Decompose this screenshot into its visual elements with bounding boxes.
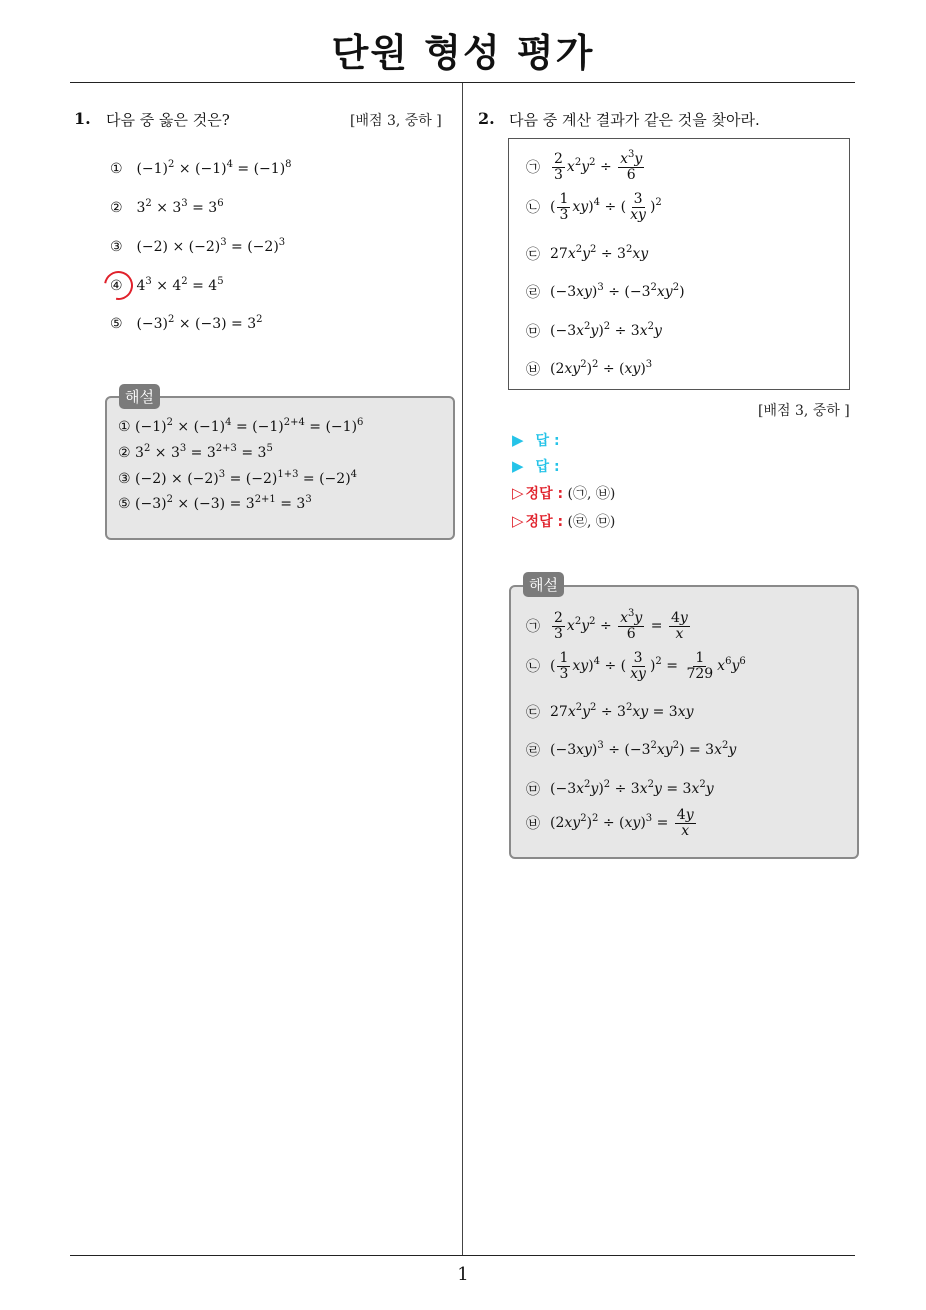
q2-item-5: ㉤ $(-3x^2y)^2 \div 3x^2y$ (526, 321, 662, 340)
q2-item-4: ㉣ $(-3xy)^3 \div (-3^2xy^2)$ (526, 282, 685, 301)
option-expression: $4^3 \times 4^2 = 4^5$ (136, 276, 224, 294)
solution-marker: ③ (118, 471, 131, 487)
q2-item-1: ㉠ $\frac{2}{3}$ $x^2y^2$ ÷ $\frac{x^3y}{6}$ (526, 149, 643, 183)
q2-number: 2. (478, 109, 495, 128)
option-expression: $(-2) \times (-2)^3 = (-2)^3$ (136, 237, 286, 255)
footer-rule (70, 1255, 855, 1256)
q1-text: 다음 중 옳은 것은? (106, 111, 230, 129)
correct-label: 정답 : (525, 514, 564, 530)
option-expression: $(-1)^2 \times (-1)^4 = (-1)^8$ (136, 159, 292, 177)
q2-correct-answer-1 (512, 483, 615, 503)
item-marker: ㉥ (526, 362, 540, 378)
selected-answer-circle-icon (98, 265, 138, 305)
q1-points: [배점 3, 중하 ] (350, 113, 442, 129)
q2-solution-line-6: ㉥ $(2xy^2)^2 \div (xy)^3$ = $\frac{4y}{x}$ (526, 807, 694, 839)
q1-solution-line-2: ② $3^2 \times 3^3 = 3^{2+3} = 3^5$ (118, 443, 273, 461)
outline-triangle-icon: ▷ (512, 484, 524, 502)
play-triangle-icon: ▶ (512, 457, 524, 475)
q2-solution-line-1: ㉠ $\frac{2}{3}$ $x^2y^2$ ÷ $\frac{x^3y}{6}$ = $\frac{4y}{x}$ (526, 608, 688, 642)
q2-correct-answer-2 (512, 511, 615, 531)
q2-item-3: ㉢ $27x^2y^2 \div 3^2xy$ (526, 244, 649, 263)
q2-item-6: ㉥ $(2xy^2)^2 \div (xy)^3$ (526, 359, 653, 378)
option-marker: ① (110, 161, 123, 177)
item-marker: ㉢ (526, 247, 540, 263)
q2-answer-slot-1[interactable] (512, 430, 560, 450)
option-marker: ④ (110, 278, 123, 294)
option-marker: ② (110, 200, 123, 216)
answer-label: 답 : (535, 433, 560, 449)
q1-solution-box (105, 396, 455, 540)
correct-value: (㉠, ㉥) (567, 486, 616, 502)
item-marker: ㉤ (526, 782, 540, 798)
item-marker: ㉣ (526, 743, 540, 759)
q1-solution-line-3: ③ $(-2) \times (-2)^3 = (-2)^{1+3} = (-2)^4$ (118, 469, 358, 487)
item-marker: ㉥ (526, 816, 540, 833)
q2-solution-line-3: ㉢ $27x^2y^2 \div 3^2xy = 3xy$ (526, 702, 694, 721)
item-marker: ㉡ (526, 659, 540, 676)
outline-triangle-icon: ▷ (512, 512, 524, 530)
solution-marker: ② (118, 445, 131, 461)
q2-points: [배점 3, 중하 ] (758, 403, 850, 419)
q1-option-5[interactable] (110, 316, 263, 332)
correct-value: (㉣, ㉤) (567, 514, 616, 530)
page-title: 단원 형성 평가 (331, 31, 595, 75)
option-expression: $(-3)^2 \times (-3) = 3^2$ (136, 314, 263, 332)
q1-solution-line-1: ① $(-1)^2 \times (-1)^4 = (-1)^{2+4} = (-1)^6$ (118, 417, 364, 435)
correct-label: 정답 : (525, 486, 564, 502)
play-triangle-icon: ▶ (512, 431, 524, 449)
q1-option-1[interactable] (110, 161, 292, 177)
item-marker: ㉤ (526, 324, 540, 340)
column-divider (462, 83, 463, 1255)
q1-solution-tag: 해설 (119, 384, 160, 409)
item-marker: ㉠ (526, 619, 540, 636)
q2-text: 다음 중 계산 결과가 같은 것을 찾아라. (509, 111, 760, 129)
q1-option-3[interactable] (110, 239, 285, 255)
option-marker: ⑤ (110, 316, 123, 332)
q1-solution-line-4: ⑤ $(-3)^2 \times (-3) = 3^{2+1} = 3^3$ (118, 494, 312, 512)
item-marker: ㉡ (526, 200, 540, 217)
item-marker: ㉣ (526, 285, 540, 301)
option-marker: ③ (110, 239, 123, 255)
q1-option-2[interactable] (110, 200, 224, 216)
q2-solution-tag: 해설 (523, 572, 564, 597)
page-number: 1 (457, 1264, 469, 1285)
q2-solution-line-2: ㉡ ( $\frac{1}{3}$ xy)$^4$ ÷ ( $\frac{3}{xy}$ )$^2$ = $\frac{1}{729}$ $x^6y^6$ (526, 650, 746, 682)
q2-item-2: ㉡ ( $\frac{1}{3}$ xy)$^4$ ÷ ( $\frac{3}{xy}$ )$^2$ (526, 191, 662, 223)
option-expression: $3^2 \times 3^3 = 3^6$ (136, 198, 224, 216)
q2-answer-slot-2[interactable] (512, 456, 560, 476)
solution-marker: ① (118, 419, 131, 435)
answer-label: 답 : (535, 459, 560, 475)
item-marker: ㉠ (526, 160, 540, 177)
item-marker: ㉢ (526, 705, 540, 721)
q2-solution-line-5: ㉤ $(-3x^2y)^2 \div 3x^2y = 3x^2y$ (526, 779, 714, 798)
q1-number: 1. (74, 109, 91, 128)
q2-solution-line-4: ㉣ $(-3xy)^3 \div (-3^2xy^2) = 3x^2y$ (526, 740, 737, 759)
solution-marker: ⑤ (118, 496, 131, 512)
